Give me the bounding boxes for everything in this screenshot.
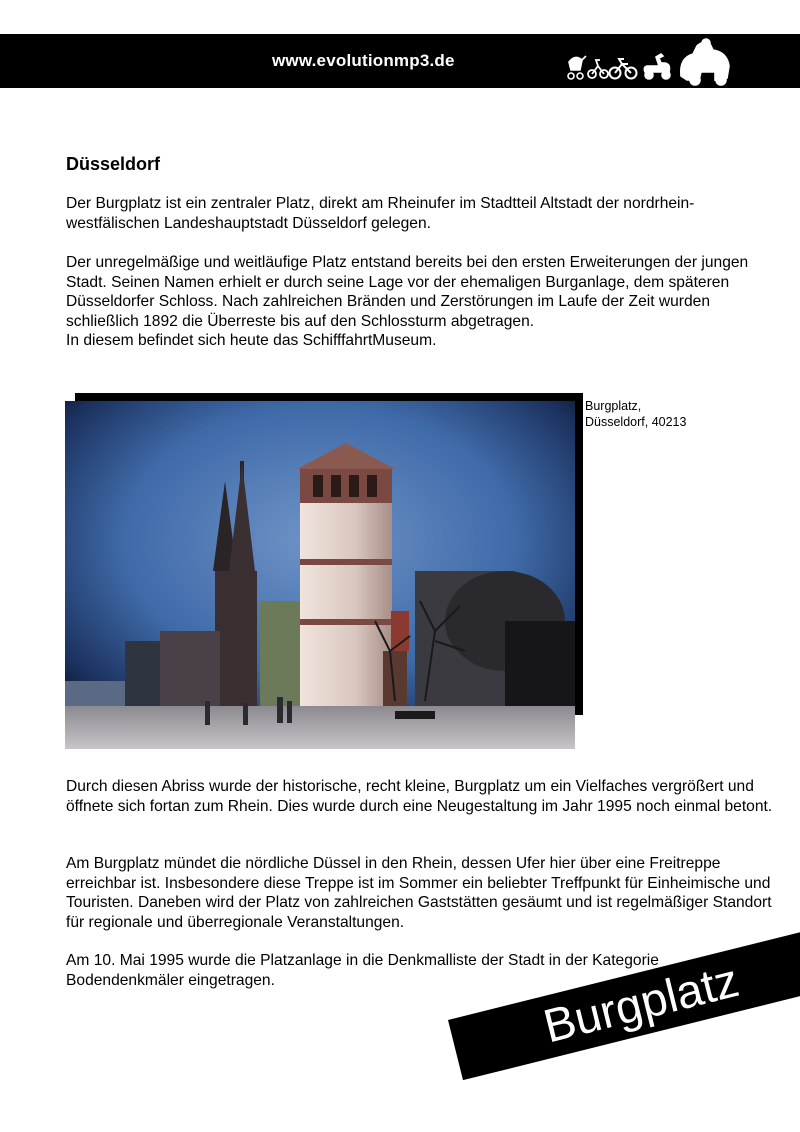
site-url-link[interactable]: www.evolutionmp3.de: [272, 51, 455, 70]
photo-frame: [65, 393, 585, 751]
title-stamp-label: Burgplatz: [538, 952, 744, 1053]
bicycle-icon: [610, 59, 637, 79]
history-paragraph: Der unregelmäßige und weitläufige Platz entstand bereits bei den ersten Erweiterungen der jungen Stadt. Seinen Namen erhielt er durch seine Lage vor der ehemaligen Burganlage, dem späteren Düsseldorfer Schloss. Nach zahlreichen Bränden und Zerstörungen im Laufe der Zeit wurden schließlich 1892 die Überreste bis auf den Schlossturm abgetragen.: [66, 254, 749, 330]
caption-line-1: Burgplatz,: [585, 399, 642, 413]
river-paragraph: Am Burgplatz mündet die nördliche Düssel in den Rhein, dessen Ufer hier über eine Freitreppe erreichbar ist. Insbesondere diese Treppe ist im Sommer ein beliebter Treffpunkt für Einheimische und Touristen. Daneben wird der Platz von zahlreichen Gaststätten gesäumt und ist regelmäßiger Standort für regionale und überregionale Veranstaltungen.: [66, 855, 772, 931]
caption-line-2: Düsseldorf, 40213: [585, 415, 687, 429]
burgplatz-photo: [65, 401, 575, 749]
photo-caption: [585, 398, 686, 430]
monument-paragraph: Am 10. Mai 1995 wurde die Platzanlage in die Denkmalliste der Stadt in der Kategorie Bodendenkmäler eingetragen.: [66, 952, 659, 989]
vehicle-icons: [565, 36, 735, 86]
kids-bike-icon: [588, 60, 608, 78]
page-title: Düsseldorf: [66, 154, 161, 174]
intro-paragraph: Der Burgplatz ist ein zentraler Platz, direkt am Rheinufer im Stadtteil Altstadt der nordrhein-westfälischen Landeshauptstadt Düsseldorf gelegen.: [66, 195, 695, 232]
after-demolition-paragraph: Durch diesen Abriss wurde der historische, recht kleine, Burgplatz um ein Vielfaches vergrößert und öffnete sich fortan zum Rhein. Dies wurde durch eine Neugestaltung im Jahr 1995 noch einmal betont.: [66, 778, 773, 815]
stroller-icon: [568, 56, 586, 79]
museum-paragraph: In diesem befindet sich heute das SchifffahrtMuseum.: [66, 332, 437, 349]
scooter-icon: [644, 54, 670, 79]
top-banner: [0, 34, 800, 88]
motorcycle-icon: [681, 39, 729, 85]
